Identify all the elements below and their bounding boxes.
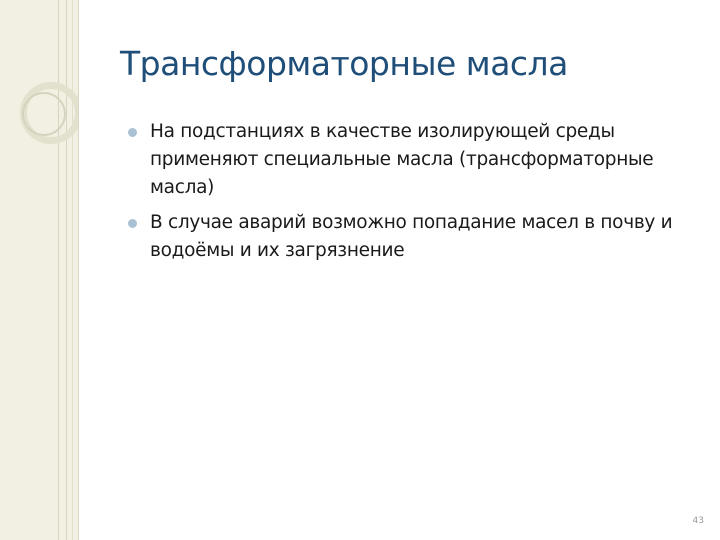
bullet-text: В случае аварий возможно попадание масел в почву и водоёмы и их загрязнение [150, 212, 673, 261]
bullet-item [128, 118, 703, 202]
bullet-marker-icon [128, 128, 137, 137]
bullet-item [128, 209, 703, 265]
decorative-line [66, 0, 67, 540]
decorative-side-panel [0, 0, 79, 540]
slide-title: Трансформаторные масла [120, 44, 568, 83]
decorative-ring [22, 92, 66, 136]
decorative-line [72, 0, 73, 540]
bullet-text: На подстанциях в качестве изолирующей среды применяют специальные масла (трансформаторные масла) [150, 121, 654, 198]
bullet-list [128, 118, 703, 272]
bullet-marker-icon [128, 219, 137, 228]
decorative-line [58, 0, 59, 540]
slide-number: 43 [692, 516, 704, 526]
